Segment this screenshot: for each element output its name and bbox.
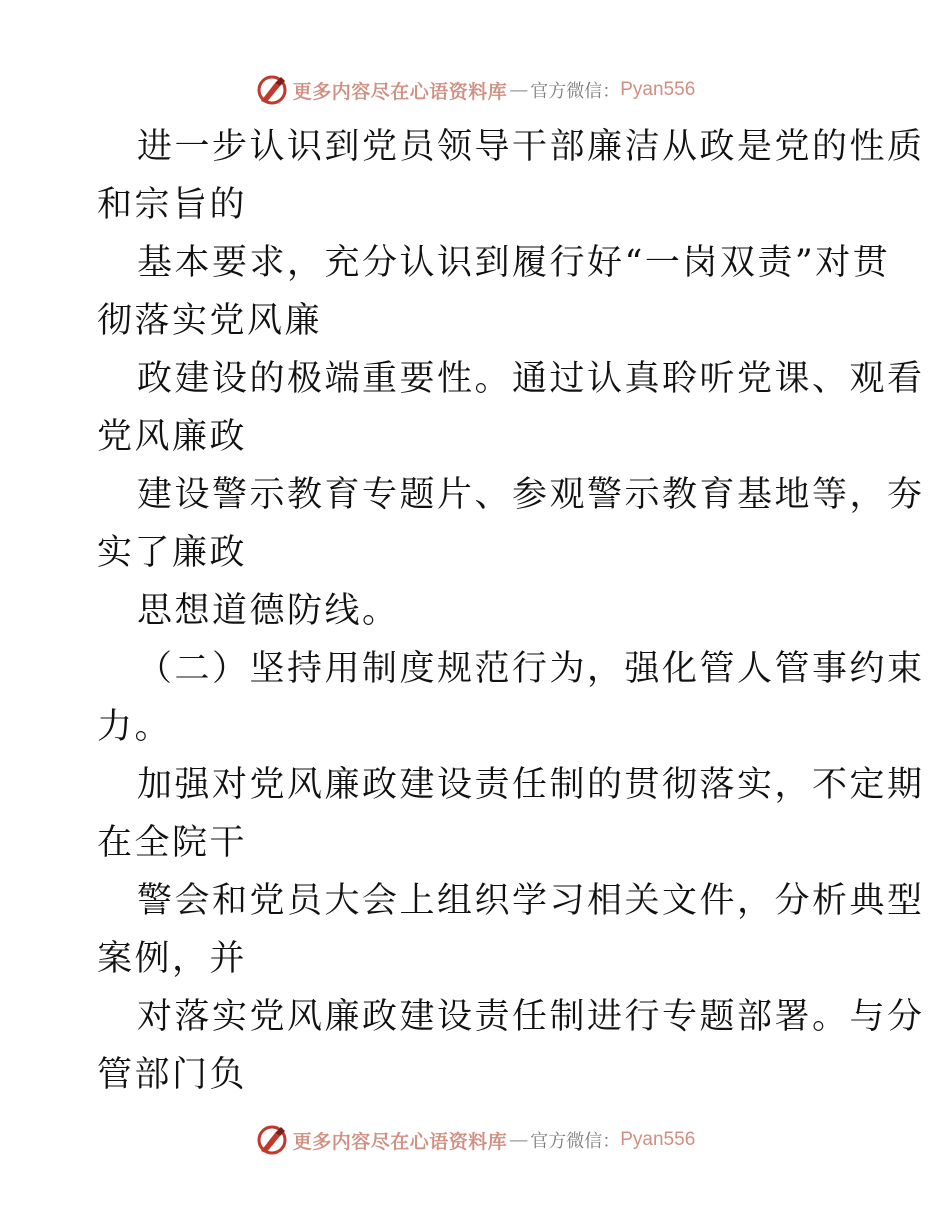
wechat-id: Pyan556	[620, 79, 696, 100]
text-line: 建设警示教育专题片、参观警示教育基地等，夯	[137, 475, 925, 515]
wechat-label: 官方微信：	[530, 1131, 621, 1152]
pen-logo-icon	[255, 73, 289, 107]
text-line: 实了廉政	[97, 533, 248, 573]
text-line: 力。	[97, 707, 173, 747]
text-line: 管部门负	[97, 1055, 248, 1095]
text-line: 彻落实党风廉	[97, 301, 323, 341]
text-line: 加强对党风廉政建设责任制的贯彻落实，不定期	[137, 765, 925, 805]
footer-watermark	[0, 1120, 950, 1160]
watermark-text: 更多内容尽在心语资料库	[292, 1130, 508, 1153]
text-line: 政建设的极端重要性。通过认真聆听党课、观看	[137, 359, 925, 399]
watermark-dash: —	[509, 1129, 529, 1151]
text-line: 案例，并	[97, 939, 248, 979]
document-body	[97, 118, 925, 1104]
text-line: 在全院干	[97, 823, 248, 863]
text-line: 思想道德防线。	[137, 591, 400, 631]
text-line: 警会和党员大会上组织学习相关文件，分析典型	[137, 881, 925, 921]
text-line: 进一步认识到党员领导干部廉洁从政是党的性质	[137, 127, 925, 167]
section-heading: （二）坚持用制度规范行为，强化管人管事约束	[137, 649, 925, 689]
watermark-dash: —	[509, 79, 529, 101]
text-line: 基本要求，充分认识到履行好“一岗双责”对贯	[137, 243, 891, 283]
pen-logo-icon	[255, 1123, 289, 1157]
watermark-text: 更多内容尽在心语资料库	[292, 80, 508, 103]
wechat-id: Pyan556	[620, 1129, 696, 1150]
wechat-label: 官方微信：	[530, 81, 621, 102]
text-line: 和宗旨的	[97, 185, 248, 225]
text-line: 党风廉政	[97, 417, 248, 457]
header-watermark	[0, 70, 950, 110]
text-line: 对落实党风廉政建设责任制进行专题部署。与分	[137, 997, 925, 1037]
